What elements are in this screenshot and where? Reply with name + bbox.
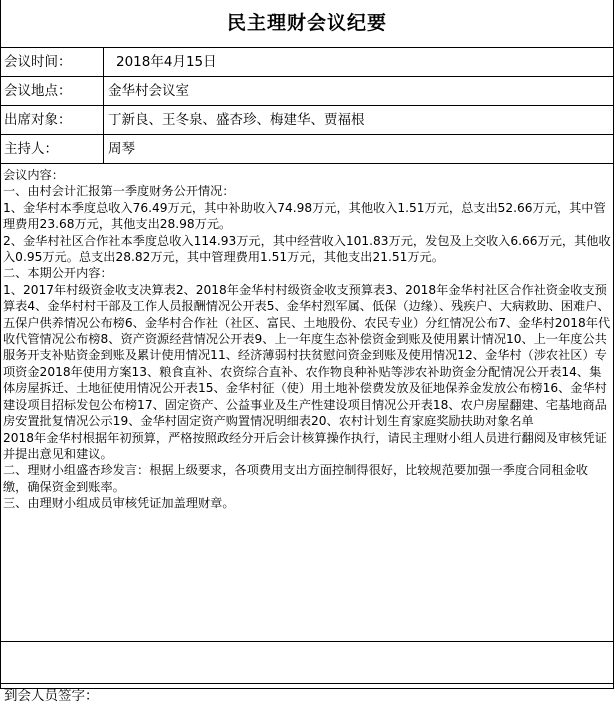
meeting-place-row xyxy=(1,77,613,106)
meeting-content xyxy=(1,164,613,642)
section1-item2: 2、金华村社区合作社本季度总收入114.93万元，其中经营收入101.83万元，发包及上交收入6.66万元，其他收入0.95万元。总支出28.82万元，其中管理费用1.51万元，其他支出21.51万元。 xyxy=(3,233,611,265)
document-title: 民主理财会议纪要 xyxy=(1,0,613,48)
attendees-value: 丁新良、王冬泉、盛杏珍、梅建华、贾福根 xyxy=(108,112,365,128)
meeting-time-row xyxy=(1,48,613,77)
attendees-label: 出席对象： xyxy=(1,106,104,134)
attendees-row xyxy=(1,106,613,135)
signature-label: 到会人员签字： xyxy=(4,688,99,704)
meeting-place-label: 会议地点： xyxy=(1,77,104,105)
content-label: 会议内容： xyxy=(3,168,64,182)
section2-body: 1、2017年村级资金收支决算表2、2018年金华村村级资金收支预算表3、2018年金华村社区合作社资金收支预算表4、金华村村干部及工作人员报酬情况公开表5、金华村烈军属、低保（边缘）、残疾户、大病救助、困难户、五保户供养情况公布榜6、金华村合作社（社区、富民、土地股份、农民专业）分红情况公布7、金华村2018年代收代管情况公布榜8、资产资源经营情况公开表9、上一年度生态补偿资金到账及使用累计情况10、上一年度公共服务开支补贴资金到账及累计使用情况11、经济薄弱村扶贫慰问资金到账及使用情况12、金华村（涉农社区）专项资金2018年使用方案13、粮食直补、农资综合直补、农作物良种补贴等涉农补助资金分配情况公开表14、集体房屋拆迁、土地征使用情况公开表15、金华村征（使）用土地补偿费发放及征地保养金发放公布榜16、金华村建设项目招标发包公布榜17、固定资产、公益事业及生产性建设项目情况公开表18、农户房屋翻建、宅基地商品房安置批复情况公示19、金华村固定资产购置情况明细表20、农村计划生育家庭奖励扶助对象名单 xyxy=(3,282,611,429)
host-label: 主持人： xyxy=(1,135,104,163)
section1-heading: 一、由村会计汇报第一季度财务公开情况： xyxy=(3,184,235,199)
section2-feedback: 二、理财小组盛杏珍发言：根据上级要求，各项费用支出方面控制得很好，比较规范要加强一季度合同租金收缴，确保资金到账率。 xyxy=(3,463,588,494)
section1-item1: 1、金华村本季度总收入76.49万元，其中补助收入74.98万元，其他收入1.51万元，总支出52.66万元，其中管理费用23.68万元，其他支出28.98万元。 xyxy=(3,200,606,232)
host-row xyxy=(1,135,613,164)
section2-heading: 二、本期公开内容： xyxy=(3,266,113,281)
section2-note: 2018年金华村根据年初预算，严格按照政经分开后会计核算操作执行，请民主理财小组人员进行翻阅及审核凭证并提出意见和建议。 xyxy=(3,430,607,461)
meeting-time-label: 会议时间： xyxy=(1,48,104,76)
host-value: 周琴 xyxy=(108,141,135,157)
meeting-place-value: 金华村会议室 xyxy=(108,83,189,99)
meeting-time-value: 2018年4月15日 xyxy=(116,54,217,70)
blank-row xyxy=(1,642,613,684)
section3: 三、由理财小组成员审核凭证加盖理财章。 xyxy=(3,496,235,511)
